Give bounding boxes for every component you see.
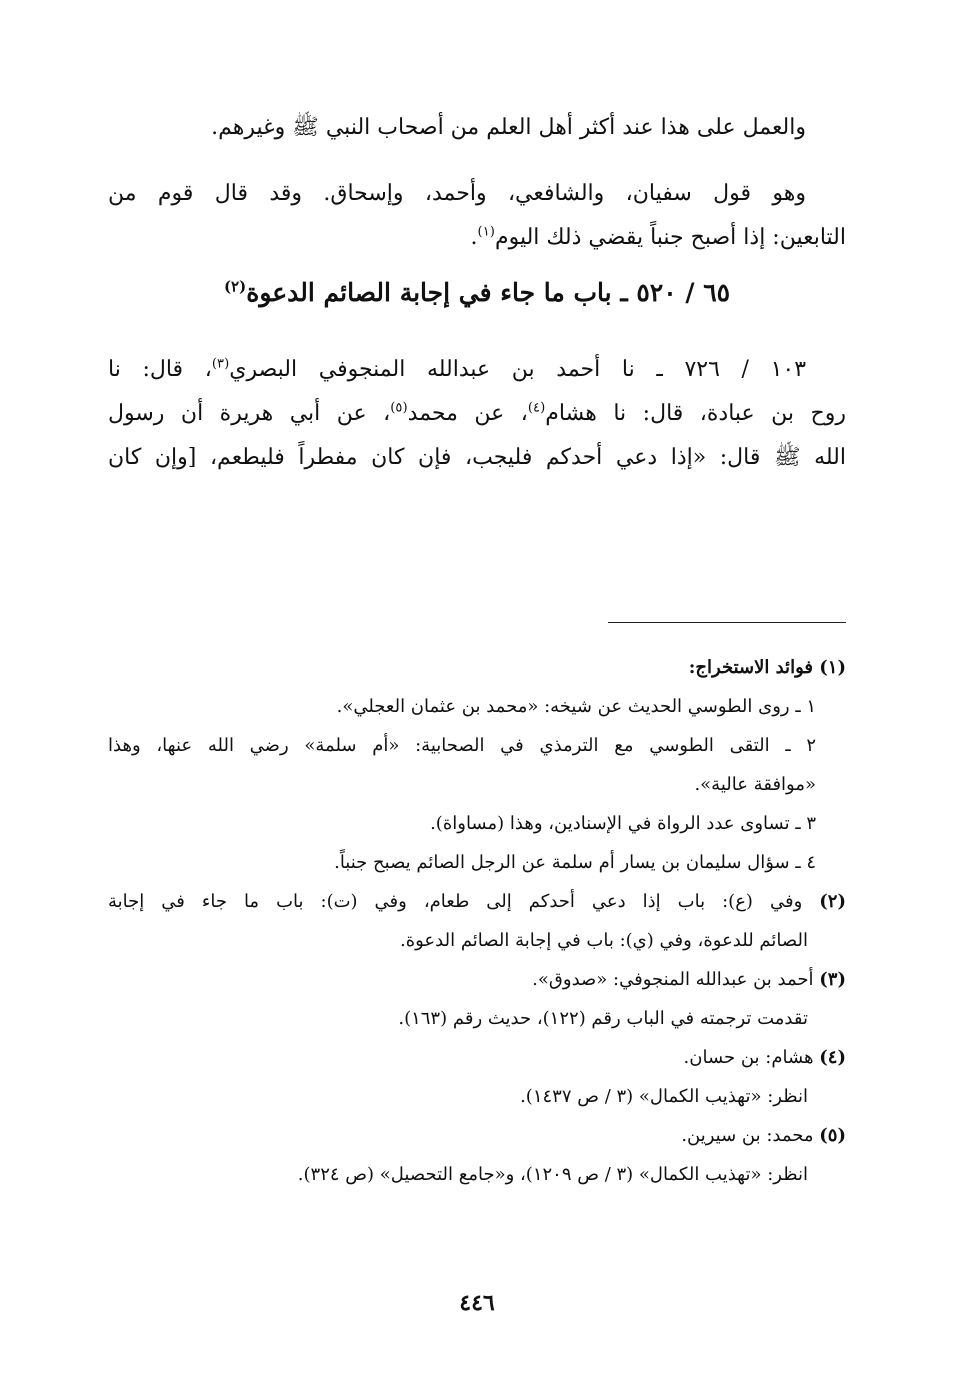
footnote-2: (٢) وفي (ع): باب إذا دعي أحدكم إلى طعام، وفي (ت): باب ما جاء في إجابة: [108, 891, 846, 912]
footnote-1-item-1: ١ ـ روى الطوسي الحديث عن شيخه: «محمد بن عثمان العجلي».: [336, 696, 816, 717]
hadith-paragraph: [108, 348, 846, 480]
footnote-1-item-2: ٢ ـ التقى الطوسي مع الترمذي في الصحابية: «أم سلمة» رضي الله عنها، وهذا: [108, 735, 817, 756]
footnote-3-number: (٣): [819, 969, 846, 990]
footnote-2-cont: الصائم للدعوة، وفي (ي): باب في إجابة الصائم الدعوة.: [399, 930, 808, 951]
footnote-5-cont: انظر: «تهذيب الكمال» (٣ / ص ١٢٠٩)، و«جامع التحصيل» (ص ٣٢٤).: [297, 1164, 808, 1185]
footnote-1-number: (١): [819, 657, 846, 678]
footnote-5: (٥) محمد: بن سيرين.: [681, 1125, 846, 1146]
footnote-2-number: (٢): [819, 891, 846, 912]
footnote-1-item-4: ٤ ـ سؤال سليمان بن يسار أم سلمة عن الرجل الصائم يصبح جنباً.: [334, 852, 816, 873]
paragraph-2-line-2: التابعين: إذا أصبح جنباً يقضي ذلك اليوم$^{(١)}$.: [470, 224, 846, 250]
paragraph-1: [108, 106, 846, 150]
footnote-4: (٤) هشام: بن حسان.: [683, 1047, 846, 1068]
hadith-line-1: ١٠٣ / ٧٢٦ ـ نا أحمد بن عبدالله المنجوفي البصري$^{(٣)}$، قال: نا: [108, 356, 807, 382]
footnote-5-number: (٥): [819, 1125, 846, 1146]
chapter-heading-text: ٦٥ / ٥٢٠ ـ باب ما جاء في إجابة الصائم الدعوة: [246, 278, 731, 307]
footnote-ref-2[interactable]: (٢): [223, 277, 247, 296]
footnote-ref-3[interactable]: (٣): [211, 356, 230, 372]
footnote-4-cont: انظر: «تهذيب الكمال» (٣ / ص ١٤٣٧).: [520, 1086, 808, 1107]
hadith-line-2: روح بن عبادة، قال: نا هشام$^{(٤)}$، عن محمد$^{(٥)}$، عن أبي هريرة أن رسول: [108, 400, 847, 426]
footnote-1-item-2-cont: «موافقة عالية».: [694, 774, 816, 795]
footnote-3: (٣) أحمد بن عبدالله المنجوفي: «صدوق».: [532, 969, 846, 990]
footnote-ref-4[interactable]: (٤): [527, 400, 546, 416]
footnote-1-title: (١) فوائد الاستخراج:: [688, 657, 846, 678]
footnote-ref-5[interactable]: (٥): [390, 400, 408, 416]
footnote-3-cont: تقدمت ترجمته في الباب رقم (١٢٢)، حديث رقم (١٦٣).: [398, 1008, 808, 1029]
footnote-ref-1[interactable]: (١): [477, 224, 495, 240]
chapter-heading: [108, 278, 846, 307]
paragraph-2: [108, 172, 846, 260]
hadith-line-3: الله ﷺ قال: «إذا دعي أحدكم فليجب، فإن كان مفطراً فليطعم، [وإن كان: [108, 445, 846, 470]
footnotes: [108, 648, 846, 1194]
footnote-4-number: (٤): [819, 1047, 846, 1068]
paragraph-2-line-1: وهو قول سفيان، والشافعي، وأحمد، وإسحاق. وقد قال قوم من: [108, 181, 806, 206]
page-number: ٤٤٦: [459, 1290, 495, 1316]
footnote-separator: [608, 622, 846, 623]
footnote-1-item-3: ٣ ـ تساوى عدد الرواة في الإسنادين، وهذا (مساواة).: [430, 813, 816, 834]
paragraph-1-text: والعمل على هذا عند أكثر أهل العلم من أصحاب النبي ﷺ وغيرهم.: [211, 115, 806, 140]
main-text: [108, 106, 846, 150]
